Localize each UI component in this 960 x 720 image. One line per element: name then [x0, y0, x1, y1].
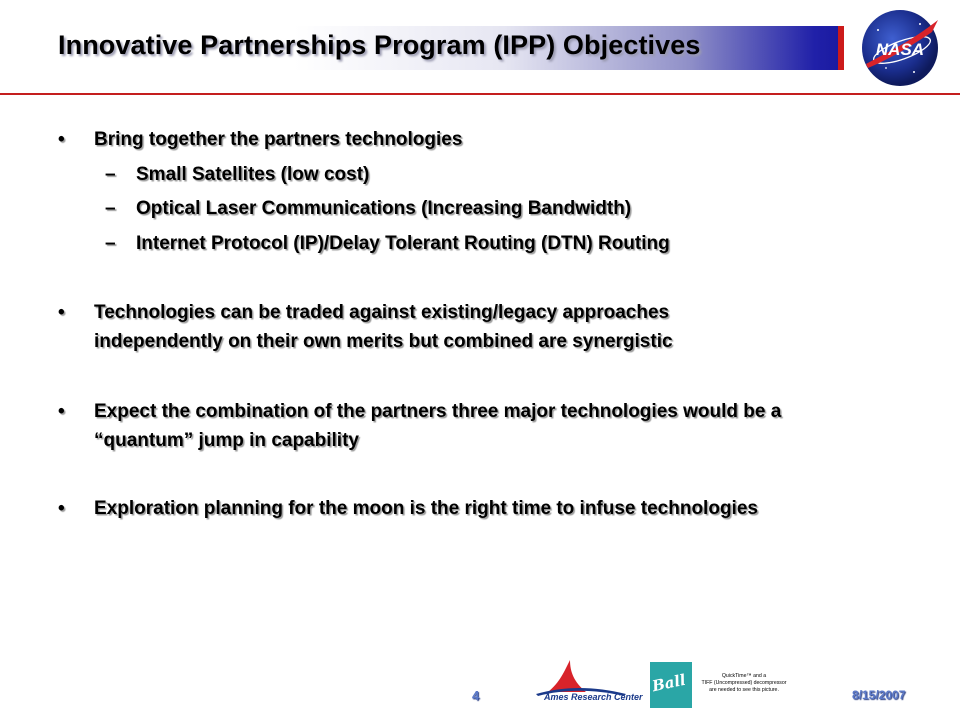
- header-divider: [0, 93, 960, 95]
- quicktime-line: are needed to see this picture.: [709, 687, 779, 693]
- bullet-item-line: Technologies can be traded against existing/legacy approaches: [94, 302, 670, 323]
- bullet-item: Bring together the partners technologies: [94, 129, 463, 150]
- ames-label: Ames Research Center: [544, 692, 643, 702]
- quicktime-notice: [694, 673, 794, 694]
- sub-bullet-item: Internet Protocol (IP)/Delay Tolerant Routing (DTN) Routing: [136, 233, 670, 254]
- ball-label: Ball: [650, 670, 688, 696]
- title-band-red-end: [838, 26, 844, 70]
- slide-date: 8/15/2007: [852, 688, 906, 702]
- bullet-marker: •: [58, 129, 65, 150]
- dash-marker: –: [105, 198, 116, 219]
- dash-marker: –: [105, 164, 116, 185]
- bullet-item-line: independently on their own merits but combined are synergistic: [94, 331, 673, 352]
- svg-text:NASA: NASA: [875, 40, 925, 59]
- slide-title: Innovative Partnerships Program (IPP) Objectives: [58, 30, 701, 60]
- dash-marker: –: [105, 233, 116, 254]
- bullet-item: Exploration planning for the moon is the right time to infuse technologies: [94, 498, 758, 519]
- quicktime-line: QuickTime™ and a: [721, 673, 767, 679]
- quicktime-line: TIFF (Uncompressed) decompressor: [701, 680, 787, 686]
- bullet-marker: •: [58, 302, 65, 323]
- sub-bullet-item: Small Satellites (low cost): [136, 164, 370, 185]
- bullet-item-line: Expect the combination of the partners three major technologies would be a: [94, 401, 782, 422]
- page-number: 4: [472, 688, 480, 703]
- sub-bullet-item: Optical Laser Communications (Increasing Bandwidth): [136, 198, 632, 219]
- nasa-logo-icon: [858, 6, 942, 90]
- bullet-item-line: “quantum” jump in capability: [94, 430, 359, 451]
- bullet-marker: •: [58, 401, 65, 422]
- bullet-marker: •: [58, 498, 65, 519]
